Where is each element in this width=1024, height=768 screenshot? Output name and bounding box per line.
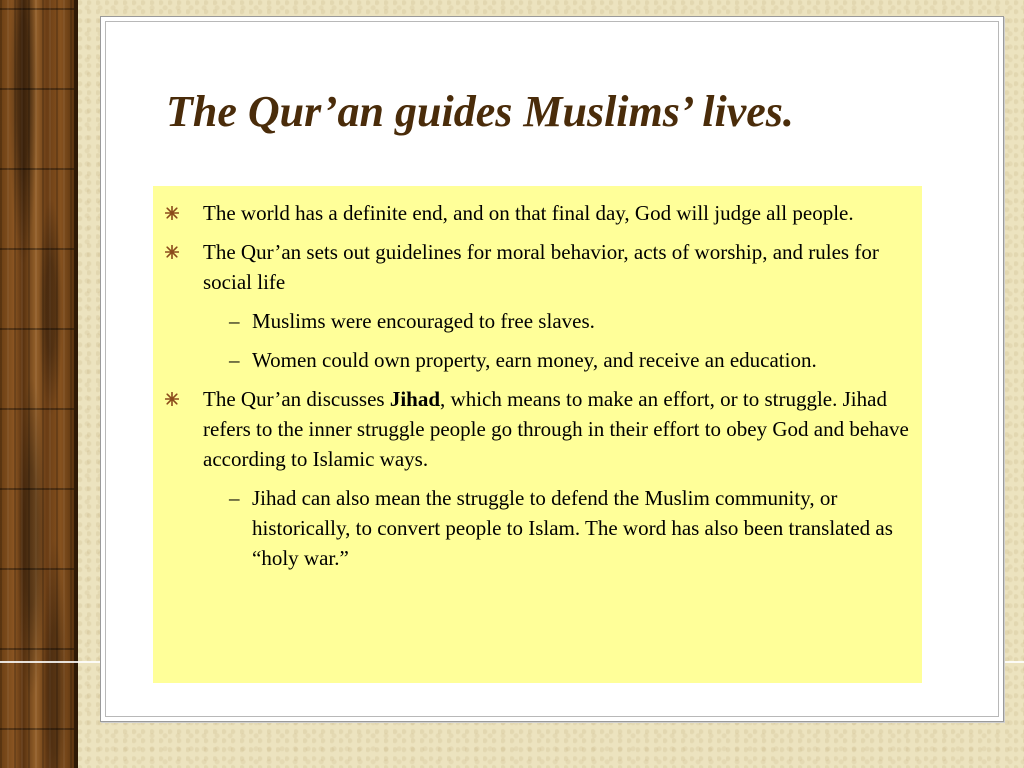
slide-content-box [153, 186, 922, 683]
slide-title: The Qur’an guides Muslims’ lives. [166, 87, 794, 136]
dash-marker: – [229, 486, 240, 510]
sub-bullet-item [165, 345, 912, 375]
star-bullet-icon [165, 392, 179, 406]
bullet-item [165, 237, 912, 297]
star-bullet-icon [165, 206, 179, 220]
bullet-item [165, 198, 912, 228]
bullet-item [165, 384, 912, 474]
sub-bullet-text: Women could own property, earn money, and receive an education. [252, 348, 817, 372]
bullet-text: The world has a definite end, and on that final day, God will judge all people. [203, 201, 854, 225]
bullet-text-after: , which means to make an effort, or to struggle. Jihad refers to the inner struggle people go through in their effort to obey God and behave according to Islamic ways. [203, 387, 909, 471]
sub-bullet-text: Jihad can also mean the struggle to defend the Muslim community, or historically, to convert people to Islam. The word has also been translated as “holy war.” [252, 486, 893, 570]
bullet-text: The Qur’an sets out guidelines for moral behavior, acts of worship, and rules for social life [203, 240, 879, 294]
wood-border-decoration [0, 0, 78, 768]
sub-bullet-text: Muslims were encouraged to free slaves. [252, 309, 595, 333]
bold-term-jihad: Jihad [389, 387, 441, 411]
sub-bullet-item [165, 483, 912, 573]
dash-marker: – [229, 348, 240, 372]
sub-bullet-item [165, 306, 912, 336]
bullet-text-before: The Qur’an discusses [203, 387, 390, 411]
dash-marker: – [229, 309, 240, 333]
star-bullet-icon [165, 245, 179, 259]
